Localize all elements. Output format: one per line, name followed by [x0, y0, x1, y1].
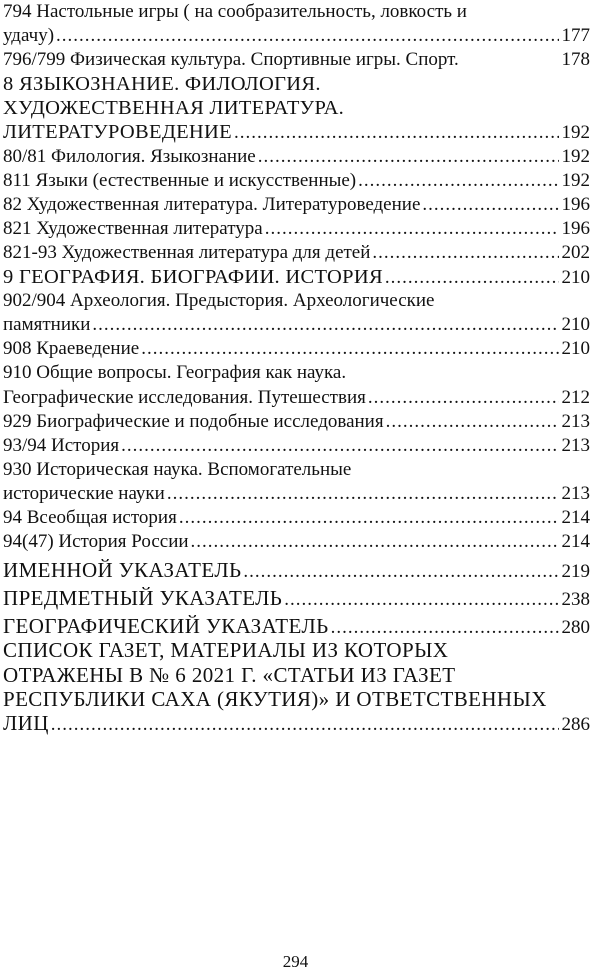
toc-section-heading: СПИСОК ГАЗЕТ, МАТЕРИАЛЫ ИЗ КОТОРЫХ [3, 638, 449, 663]
toc-page-number: 213 [561, 434, 590, 456]
toc-line [3, 72, 590, 96]
toc-page-number: 214 [561, 531, 590, 553]
toc-page-number: 202 [561, 241, 590, 263]
dot-leader [56, 24, 558, 48]
toc-page-number: 178 [561, 49, 590, 71]
toc-line [3, 506, 590, 530]
toc-line [3, 361, 590, 385]
dot-leader [358, 169, 558, 193]
toc-page-number: 219 [561, 561, 590, 583]
dot-leader [141, 337, 558, 361]
dot-leader [265, 217, 559, 241]
toc-page-number: 192 [561, 145, 590, 167]
toc-page-number: 212 [561, 386, 590, 408]
table-of-contents [3, 0, 590, 735]
toc-line [3, 145, 590, 169]
toc-entry-text: 821 Художественная литература [3, 217, 263, 239]
dot-leader [51, 713, 559, 737]
dot-leader [386, 410, 559, 434]
toc-entry-text: 929 Биографические и подобные исследования [3, 410, 384, 432]
toc-section-heading: ГЕОГРАФИЧЕСКИЙ УКАЗАТЕЛЬ [3, 614, 329, 639]
dot-leader [234, 121, 559, 145]
dot-leader [372, 241, 558, 265]
toc-page-number: 286 [561, 713, 590, 735]
toc-entry-text: 94 Всеобщая история [3, 506, 177, 528]
toc-line [3, 120, 590, 144]
toc-entry-text: 902/904 Археология. Предыстория. Археологические [3, 290, 435, 312]
toc-section-heading: ЛИТЕРАТУРОВЕДЕНИЕ [3, 121, 232, 144]
toc-line [3, 96, 590, 120]
toc-page-number: 210 [561, 314, 590, 336]
toc-section-heading: ОТРАЖЕНЫ В № 6 2021 Г. «СТАТЬИ ИЗ ГАЗЕТ [3, 662, 456, 687]
toc-section-heading: 9 ГЕОГРАФИЯ. БИОГРАФИИ. ИСТОРИЯ [3, 266, 383, 289]
toc-line [3, 614, 590, 638]
dot-leader [121, 434, 558, 458]
toc-line [3, 0, 590, 24]
toc-entry-text: удачу) [3, 25, 55, 47]
toc-line [3, 48, 590, 72]
toc-page-number: 213 [561, 482, 590, 504]
toc-line [3, 386, 590, 410]
toc-entry-text: 930 Историческая наука. Вспомогательные [3, 458, 352, 480]
dot-leader [284, 588, 558, 612]
toc-line [3, 241, 590, 265]
toc-line [3, 638, 590, 662]
toc-line [3, 193, 590, 217]
dot-leader [191, 530, 559, 554]
toc-line [3, 482, 590, 506]
toc-line [3, 265, 590, 289]
toc-page-number: 196 [561, 193, 590, 215]
toc-line [3, 313, 590, 337]
toc-line [3, 337, 590, 361]
toc-page-number: 192 [561, 122, 590, 144]
toc-page-number: 210 [561, 267, 590, 289]
toc-page-number: 280 [561, 617, 590, 639]
toc-line [3, 169, 590, 193]
toc-line [3, 217, 590, 241]
dot-leader [167, 482, 559, 506]
toc-entry-text: памятники [3, 314, 91, 336]
dot-leader [331, 616, 559, 640]
toc-line [3, 558, 590, 582]
dot-leader [243, 560, 558, 584]
dot-leader [179, 506, 559, 530]
dot-leader [92, 313, 558, 337]
toc-page-number: 192 [561, 169, 590, 191]
dot-leader [368, 386, 559, 410]
toc-section-heading: ИМЕННОЙ УКАЗАТЕЛЬ [3, 558, 242, 583]
toc-section-heading: 8 ЯЗЫКОЗНАНИЕ. ФИЛОЛОГИЯ. [3, 73, 321, 96]
toc-line [3, 586, 590, 610]
toc-entry-text: Географические исследования. Путешествия [3, 386, 366, 408]
toc-page-number: 238 [561, 589, 590, 611]
toc-line [3, 711, 590, 735]
toc-page-number: 210 [561, 338, 590, 360]
toc-section-heading: ХУДОЖЕСТВЕННАЯ ЛИТЕРАТУРА. [3, 97, 345, 120]
toc-entry-text: 821-93 Художественная литература для детей [3, 241, 371, 263]
toc-entry-text: 811 Языки (естественные и искусственные) [3, 169, 357, 191]
toc-line [3, 434, 590, 458]
toc-section-heading: ПРЕДМЕТНЫЙ УКАЗАТЕЛЬ [3, 586, 283, 611]
toc-entry-text: 794 Настольные игры ( на сообразительность, ловкость и [3, 1, 467, 22]
toc-line [3, 289, 590, 313]
toc-page-number: 214 [561, 506, 590, 528]
toc-entry-text: 910 Общие вопросы. География как наука. [3, 362, 347, 384]
toc-line [3, 530, 590, 554]
dot-leader [258, 145, 559, 169]
dot-leader [385, 266, 559, 290]
toc-line [3, 687, 590, 711]
toc-entry-text: 82 Художественная литература. Литературоведение [3, 193, 421, 215]
toc-section-heading: ЛИЦ [3, 710, 49, 735]
toc-entry-text: 796/799 Физическая культура. Спортивные игры. Спорт. [3, 49, 459, 71]
toc-page-number: 177 [561, 25, 590, 47]
toc-line [3, 410, 590, 434]
toc-section-heading: РЕСПУБЛИКИ САХА (ЯКУТИЯ)» И ОТВЕТСТВЕННЫХ [3, 686, 547, 711]
toc-entry-text: 80/81 Филология. Языкознание [3, 145, 256, 167]
toc-line [3, 663, 590, 687]
toc-page-number: 213 [561, 410, 590, 432]
toc-entry-text: 908 Краеведение [3, 338, 140, 360]
dot-leader [422, 193, 558, 217]
toc-entry-text: 94(47) История России [3, 531, 189, 553]
toc-line [3, 458, 590, 482]
page-number: 294 [282, 952, 309, 971]
toc-line [3, 24, 590, 48]
toc-entry-text: 93/94 История [3, 434, 120, 456]
toc-page-number: 196 [561, 217, 590, 239]
toc-entry-text: исторические науки [3, 482, 165, 504]
